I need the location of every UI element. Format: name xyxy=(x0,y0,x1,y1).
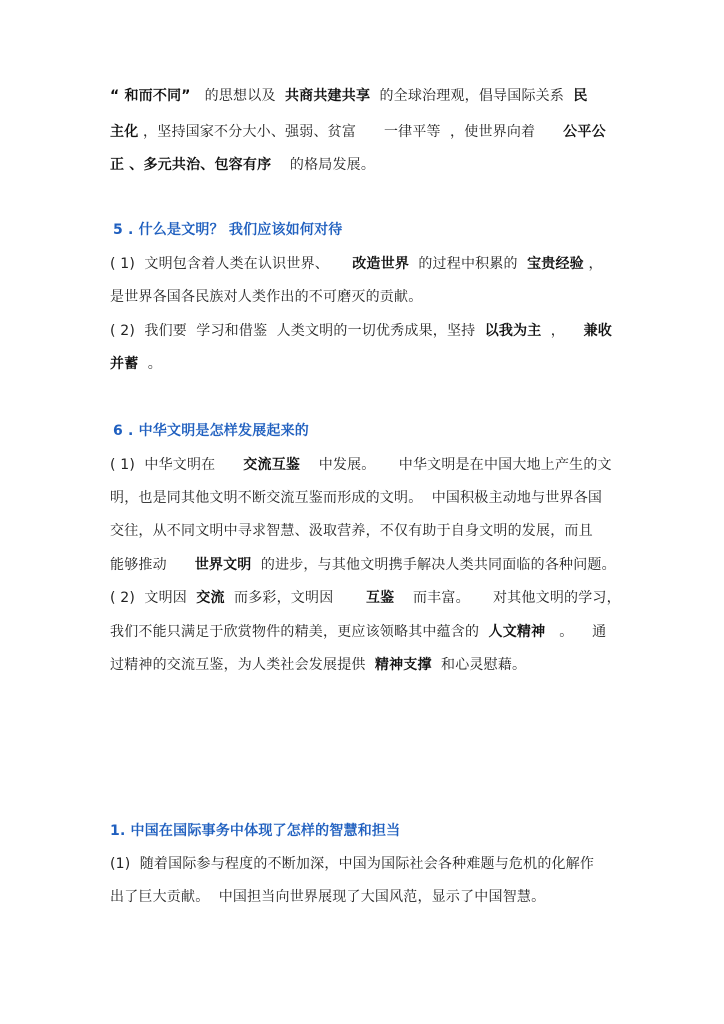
text-run: ， xyxy=(541,323,584,339)
bold-text-run: 和而不同” xyxy=(124,88,191,104)
bold-text-run: 精神支撑 xyxy=(374,657,432,673)
text-run: ( 2) 文明因 xyxy=(110,590,197,606)
section-6-line-1 xyxy=(110,455,620,475)
section-6-line-7 xyxy=(110,655,620,675)
bold-text-run: 共商共建共享 xyxy=(284,88,371,104)
section-6-heading: 6 . 中华文明是怎样发展起来的 xyxy=(113,423,310,439)
bold-text-run: 公平公 xyxy=(563,124,606,140)
section-5-line-2 xyxy=(110,287,620,307)
text-run: 。 通 xyxy=(545,624,607,640)
bold-text-run: 交流 xyxy=(196,590,225,606)
text-run: ( 2) 我们要 学习和借鉴 人类文明的一切优秀成果，坚持 xyxy=(110,323,485,339)
text-run: ( 1) 中华文明在 xyxy=(110,457,244,473)
section-6-line-3 xyxy=(110,521,620,541)
bold-text-run: “ xyxy=(110,88,125,104)
text-run: 的全球治理观，倡导国际关系 xyxy=(370,88,574,104)
text-run: 的思想以及 xyxy=(190,88,285,104)
bold-text-run: 以我为主 xyxy=(484,323,542,339)
bold-text-run: 人文精神 xyxy=(488,624,546,640)
text-run: (1) 随着国际参与程度的不断加深，中国为国际社会各种难题与危机的化解作 xyxy=(110,856,595,872)
text-run: 中发展。 中华文明是在中国大地上产生的文 xyxy=(300,457,612,473)
section-6-line-5 xyxy=(110,588,620,608)
bold-text-run: 并蓄 xyxy=(110,356,139,372)
intro-line-2 xyxy=(110,122,620,142)
section-1-heading: 1. 中国在国际事务中体现了怎样的智慧和担当 xyxy=(110,823,401,839)
text-run: 交往，从不同文明中寻求智慧、汲取营养，不仅有助于自身文明的发展，而且 xyxy=(110,523,593,539)
text-run: ( 1) 文明包含着人类在认识世界、 xyxy=(110,256,353,272)
bold-text-run: 互鉴 xyxy=(365,590,395,606)
text-run: ， xyxy=(583,256,603,272)
text-run: 的格局发展。 xyxy=(271,157,376,173)
text-run: ，坚持国家不分大小、强弱、贫富 一律平等 ，使世界向着 xyxy=(138,124,564,140)
bold-text-run: 交流互鉴 xyxy=(243,457,301,473)
text-run: 能够推动 xyxy=(110,557,195,573)
bold-text-run: 民 xyxy=(573,88,588,104)
section-6-line-4 xyxy=(110,555,620,575)
section-5-line-4 xyxy=(110,354,620,374)
bold-text-run: 宝贵经验 xyxy=(527,256,584,272)
bold-text-run: 主化 xyxy=(110,124,139,140)
text-run: 明，也是同其他文明不断交流互鉴而形成的文明。 中国积极主动地与世界各国 xyxy=(110,490,603,506)
bold-text-run: 世界文明 xyxy=(194,557,252,573)
section-5-heading: 5 . 什么是文明？ 我们应该如何对待 xyxy=(113,222,343,238)
bold-text-run: 兼收 xyxy=(583,323,613,339)
section-5-line-3 xyxy=(110,321,620,341)
text-run: 是世界各国各民族对人类作出的不可磨灭的贡献。 xyxy=(110,289,423,305)
intro-line-3 xyxy=(110,155,620,175)
text-run: 和心灵慰藉。 xyxy=(431,657,527,673)
section-1-line-2 xyxy=(110,887,620,907)
text-run: 的进步，与其他文明携手解决人类共同面临的各种问题。 xyxy=(251,557,616,573)
section-5-line-1 xyxy=(110,254,620,274)
text-run: 的过程中积累的 xyxy=(409,256,528,272)
bold-text-run: 正 、多元共治、包容有序 xyxy=(110,157,272,173)
bold-text-run: 改造世界 xyxy=(352,256,410,272)
text-run: 我们不能只满足于欣赏物件的精美，更应该领略其中蕴含的 xyxy=(110,624,489,640)
text-run: 。 xyxy=(138,356,162,372)
text-run: 过精神的交流互鉴，为人类社会发展提供 xyxy=(110,657,375,673)
intro-line-1 xyxy=(110,86,620,106)
text-run: 而多彩，文明因 xyxy=(224,590,366,606)
text-run: 而丰富。 对其他文明的学习， xyxy=(394,590,621,606)
section-6-line-6 xyxy=(110,622,620,642)
section-1-line-1 xyxy=(110,854,620,874)
text-run: 出了巨大贡献。 中国担当向世界展现了大国风范，显示了中国智慧。 xyxy=(110,889,546,905)
section-6-line-2 xyxy=(110,488,620,508)
